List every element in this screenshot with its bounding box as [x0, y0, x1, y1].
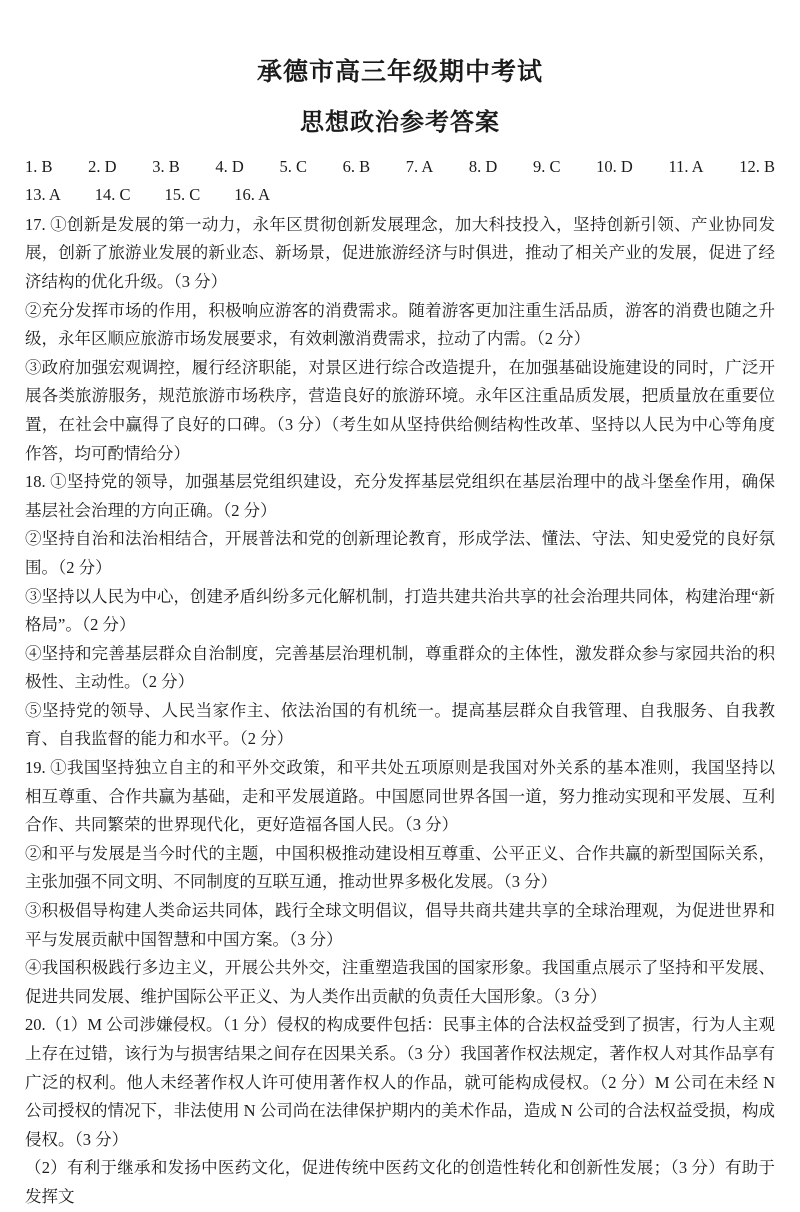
mc-answer-row-2: [25, 181, 775, 210]
answer-q19-point-3: ③积极倡导构建人类命运共同体，践行全球文明倡议，倡导共商共建共享的全球治理观，为促进世界和平与发展贡献中国智慧和中国方案。（3 分）: [25, 901, 775, 949]
mc-answer-3: 3. B: [152, 156, 180, 176]
mc-answer-2: 2. D: [88, 156, 117, 176]
mc-answer-8: 8. D: [468, 156, 498, 176]
answer-q19-point-4: ④我国积极践行多边主义，开展公共外交，注重塑造我国的国家形象。我国重点展示了坚持和平发展、促进共同发展、维护国际公平正义、为人类作出贡献的负责任大国形象。（3 分）: [25, 958, 775, 1006]
answer-q20-part-1: 20.（1）M 公司涉嫌侵权。（1 分）侵权的构成要件包括：民事主体的合法权益受到了损害，行为人主观上存在过错，该行为与损害结果之间存在因果关系。（3 分）我国著作权法规定，著作权人对其作品享有广泛的权利。他人未经著作权人许可使用著作权人的作品，就可能构成侵权。（2 分）M 公司在未经 N 公司授权的情况下，非法使用 N 公司尚在法律保护期内的美术作品，造成 N 公司的合法权益受损，构成侵权。（3 分）: [25, 1015, 775, 1149]
mc-answer-14: 14. C: [94, 185, 131, 205]
answer-q18-point-2: ②坚持自治和法治相结合，开展普法和党的创新理论教育，形成学法、懂法、守法、知史爱党的良好氛围。（2 分）: [25, 529, 775, 577]
answer-q18-point-1: 18. ①坚持党的领导，加强基层党组织建设，充分发挥基层党组织在基层治理中的战斗堡垒作用，确保基层社会治理的方向正确。（2 分）: [25, 472, 775, 520]
answer-q17-point-1: 17. ①创新是发展的第一动力，永年区贯彻创新发展理念，加大科技投入，坚持创新引领、产业协同发展，创新了旅游业发展的新业态、新场景，促进旅游经济与时俱进，推动了相关产业的发展，促进了经济结构的优化升级。（3 分）: [25, 214, 775, 291]
mc-answer-4: 4. D: [215, 156, 244, 176]
answer-q18-point-4: ④坚持和完善基层群众自治制度，完善基层治理机制，尊重群众的主体性，激发群众参与家园共治的积极性、主动性。（2 分）: [25, 643, 775, 692]
mc-answer-10: 10. D: [596, 156, 633, 176]
answer-q20-part-2: （2）有利于继承和发扬中医药文化，促进传统中医药文化的创造性转化和创新性发展；（3 分）有助于发挥文: [25, 1158, 775, 1206]
multiple-choice-answers: [25, 153, 775, 210]
answer-q17-point-3: ③政府加强宏观调控，履行经济职能，对景区进行综合改造提升，在加强基础设施建设的同时，广泛开展各类旅游服务，规范旅游市场秩序，营造良好的旅游环境。永年区注重品质发展，把质量放在重要位置，在社会中赢得了良好的口碑。（3 分）（考生如从坚持供给侧结构性改革、坚持以人民为中心等角度作答，均可酌情给分）: [25, 357, 775, 463]
mc-answer-11: 11. A: [668, 156, 704, 176]
mc-answer-row-1: [25, 153, 775, 182]
mc-answer-9: 9. C: [532, 156, 561, 176]
mc-answer-13: 13. A: [25, 185, 61, 205]
answer-q17-point-2: ②充分发挥市场的作用，积极响应游客的消费需求。随着游客更加注重生活品质，游客的消费也随之升级，永年区顺应旅游市场发展要求，有效刺激消费需求，拉动了内需。（2 分）: [25, 300, 775, 349]
mc-answer-1: 1. B: [25, 156, 53, 176]
mc-answer-6: 6. B: [342, 156, 371, 176]
answer-q19-point-1: 19. ①我国坚持独立自主的和平外交政策，和平共处五项原则是我国对外关系的基本准则，我国坚持以相互尊重、合作共赢为基础，走和平发展道路。中国愿同世界各国一道，努力推动实现和平发展、互利合作、共同繁荣的世界现代化，更好造福各国人民。（3 分）: [25, 758, 775, 835]
mc-answer-7: 7. A: [405, 156, 434, 176]
mc-answer-12: 12. B: [739, 156, 775, 176]
page-title: 承德市高三年级期中考试: [256, 59, 543, 86]
answer-q19-point-2: ②和平与发展是当今时代的主题，中国积极推动建设相互尊重、公平正义、合作共赢的新型国际关系，主张加强不同文明、不同制度的互联互通，推动世界多极化发展。（3 分）: [25, 843, 775, 892]
answer-content: [25, 211, 775, 1212]
page-subtitle: 思想政治参考答案: [300, 110, 500, 136]
mc-answer-5: 5. C: [279, 156, 307, 176]
answer-q18-point-3: ③坚持以人民为中心，创建矛盾纠纷多元化解机制，打造共建共治共享的社会治理共同体，构建治理“新格局”。（2 分）: [25, 586, 775, 635]
answer-q18-point-5: ⑤坚持党的领导、人民当家作主、依法治国的有机统一。提高基层群众自我管理、自我服务、自我教育、自我监督的能力和水平。（2 分）: [25, 700, 775, 749]
mc-answer-16: 16. A: [234, 185, 271, 205]
mc-answer-15: 15. C: [164, 185, 201, 205]
